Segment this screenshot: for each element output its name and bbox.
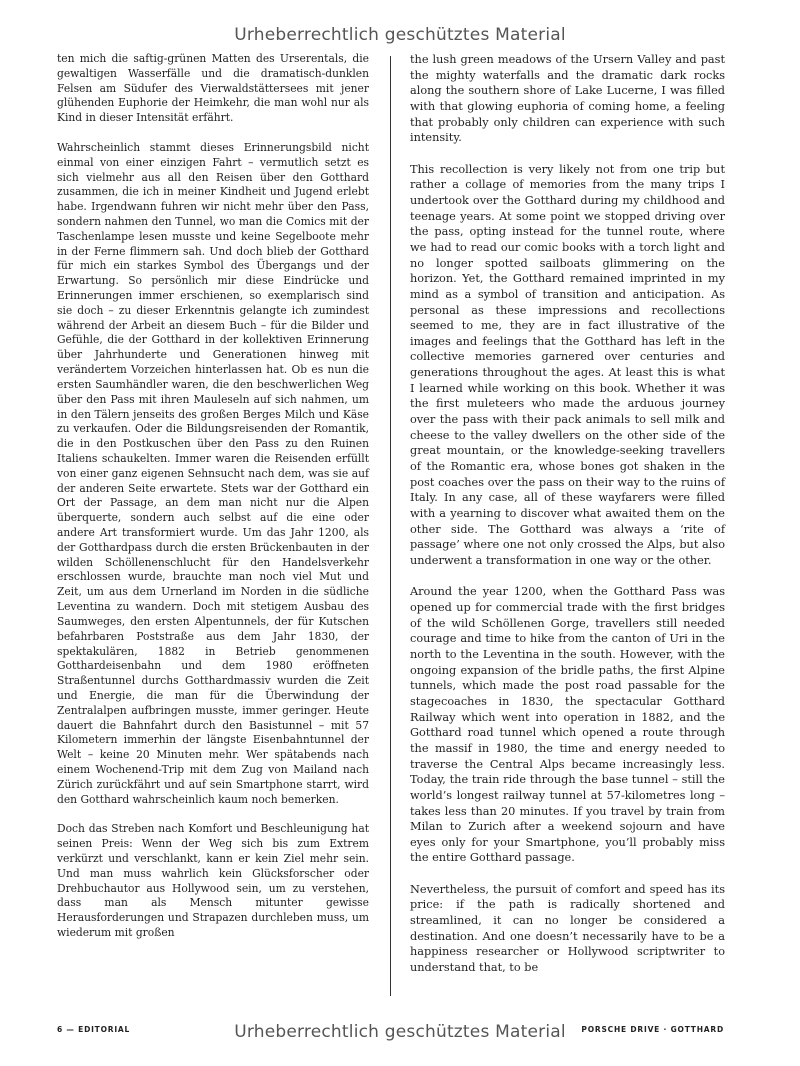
column-divider [390, 56, 391, 996]
footer-page-section: 6 — EDITORIAL [57, 1025, 131, 1034]
english-paragraph-1: the lush green meadows of the Ursern Valley and past the mighty waterfalls and the dramatic dark rocks along the southern shore of Lake Lucerne, I was filled with that glowing euphoria of coming home, a feeling that probably only children can experience with such intensity. [410, 53, 725, 145]
watermark-top: Urheberrechtlich geschütztes Material [234, 25, 566, 45]
footer-publication: PORSCHE DRIVE · GOTTHARD [581, 1025, 724, 1034]
english-paragraph-4: Nevertheless, the pursuit of comfort and speed has its price: if the path is radically shortened and streamlined, it can no longer be considered a destination. And one doesn’t necessarily have to be a happiness researcher or Hollywood scriptwriter to understand that, to be [410, 882, 725, 975]
english-paragraph-2: This recollection is very likely not from one trip but rather a collage of memories from the many trips I undertook over the Gotthard during my childhood and teenage years. At some point we stopped driving over the pass, opting instead for the tunnel route, where we had to read our comic books with a torch light and no longer spotted sailboats glimmering on the horizon. Yet, the Gotthard remained imprinted in my mind as a symbol of transition and anticipation. As personal as these impressions and recollections seemed to me, they are in fact illustrative of the images and feelings that the Gotthard has left in the collective memories garnered over centuries and generations throughout the ages. At least this is what I learned while working on this book. Whether it was the first muleteers who made the arduous journey over the pass with their pack animals to sell milk and cheese to the valley dwellers on the other side of the great mountain, or the knowledge-seeking travellers of the Romantic era, whose bones got shaken in the post coaches over the pass on their way to the ruins of Italy. In any case, all of these wayfarers were filled with a yearning to discover what awaited them on the other side. The Gotthard was always a ‘rite of passage’ where one not only crossed the Alps, but also underwent a transformation in one way or the other. [410, 162, 725, 567]
watermark-bottom: Urheberrechtlich geschütztes Material [234, 1022, 566, 1042]
german-paragraph-2: Wahrscheinlich stammt dieses Erinnerungsbild nicht einmal von einer einzigen Fahrt – vermutlich setzt es sich vielmehr aus all den Reisen über den Gotthard zusammen, die ich in meiner Kindheit und Jugend erlebt habe. Irgendwann fuhren wir nicht mehr über den Pass, sondern nahmen den Tunnel, wo man die Comics mit der Taschenlampe lesen musste und keine Segelboote mehr in der Ferne flimmern sah. Und doch blieb der Gotthard für mich ein starkes Symbol des Übergangs und der Erwartung. So persönlich mir diese Eindrücke und Erinnerungen immer erschienen, so exemplarisch sind sie doch – zu dieser Erkenntnis gelangte ich zumindest während der Arbeit an diesem Buch – für die Bilder und Gefühle, die der Gotthard in der kollektiven Erinnerung über Jahrhunderte und Generationen hinweg mit verändertem Vorzeichen hinterlassen hat. Ob es nun die ersten Saumhändler waren, die den beschwerlichen Weg über den Pass mit ihren Mauleseln auf sich nahmen, um in den Tälern jenseits des großen Berges Milch und Käse zu verkaufen. Oder die Bildungsreisenden der Romantik, die in den Postkuschen über den Pass zu den Ruinen Italiens schaukelten. Immer waren die Reisenden erfüllt von einer ganz eigenen Sehnsucht nach dem, was sie auf der anderen Seite erwartete. Stets war der Gotthard ein Ort der Passage, an dem man nicht nur die Alpen überquerte, sondern auch selbst auf die eine oder andere Art transformiert wurde. Um das Jahr 1200, als der Gotthardpass durch die ersten Brückenbauten in der wilden Schöllenenschlucht für den Handelsverkehr erschlossen wurde, brauchte man noch viel Mut und Zeit, um aus dem Urnerland im Norden in die südliche Leventina zu wandern. Doch mit stetigem Ausbau des Saumweges, den ersten Alpentunnels, der für Kutschen befahrbaren Poststraße aus dem Jahr 1830, der spektakulären, 1882 in Betrieb genommenen Gotthardeisenbahn und dem 1980 eröffneten Straßentunnel durchs Gotthardmassiv wurden die Zeit und Energie, die man für die Überwindung der Zentralalpen aufbringen musste, immer geringer. Heute dauert die Bahnfahrt durch den Basistunnel – mit 57 Kilometern immerhin der längste Eisenbahntunnel der Welt – keine 20 Minuten mehr. Wer spätabends nach einem Wochenend-Trip mit dem Zug von Mailand nach Zürich zurückfährt und auf sein Smartphone starrt, wird den Gotthard wahrscheinlich kaum noch bemerken. [57, 140, 369, 806]
german-paragraph-1: ten mich die saftig-grünen Matten des Urserentals, die gewaltigen Wasserfälle und die dramatisch-dunklen Felsen am Südufer des Vierwaldstättersees mit jener glühenden Euphorie der Heimkehr, die man wohl nur als Kind in dieser Intensität erfährt. [57, 52, 369, 125]
german-paragraph-3: Doch das Streben nach Komfort und Beschleunigung hat seinen Preis: Wenn der Weg sich bis zum Extrem verkürzt und verschlankt, kann er kein Ziel mehr sein. Und man muss wahrlich kein Glücksforscher oder Drehbuchautor aus Hollywood sein, um zu verstehen, dass man als Mensch mitunter gewisse Herausforderungen und Strapazen durchleben muss, um wiederum mit großen [57, 822, 369, 939]
english-paragraph-3: Around the year 1200, when the Gotthard Pass was opened up for commercial trade with the first bridges of the wild Schöllenen Gorge, travellers still needed courage and time to hike from the canton of Uri in the north to the Leventina in the south. However, with the ongoing expansion of the bridle paths, the first Alpine tunnels, which made the post road passable for the stagecoaches in 1830, the spectacular Gotthard Railway which went into operation in 1882, and the Gotthard road tunnel which opened a route through the massif in 1980, the time and energy needed to traverse the Central Alps became increasingly less. Today, the train ride through the base tunnel – still the world’s longest railway tunnel at 57-kilometres long – takes less than 20 minutes. If you travel by train from Milan to Zurich after a weekend sojourn and have eyes only for your Smartphone, you’ll probably miss the entire Gotthard passage. [410, 585, 725, 865]
english-column [410, 52, 725, 991]
german-column [57, 52, 369, 956]
